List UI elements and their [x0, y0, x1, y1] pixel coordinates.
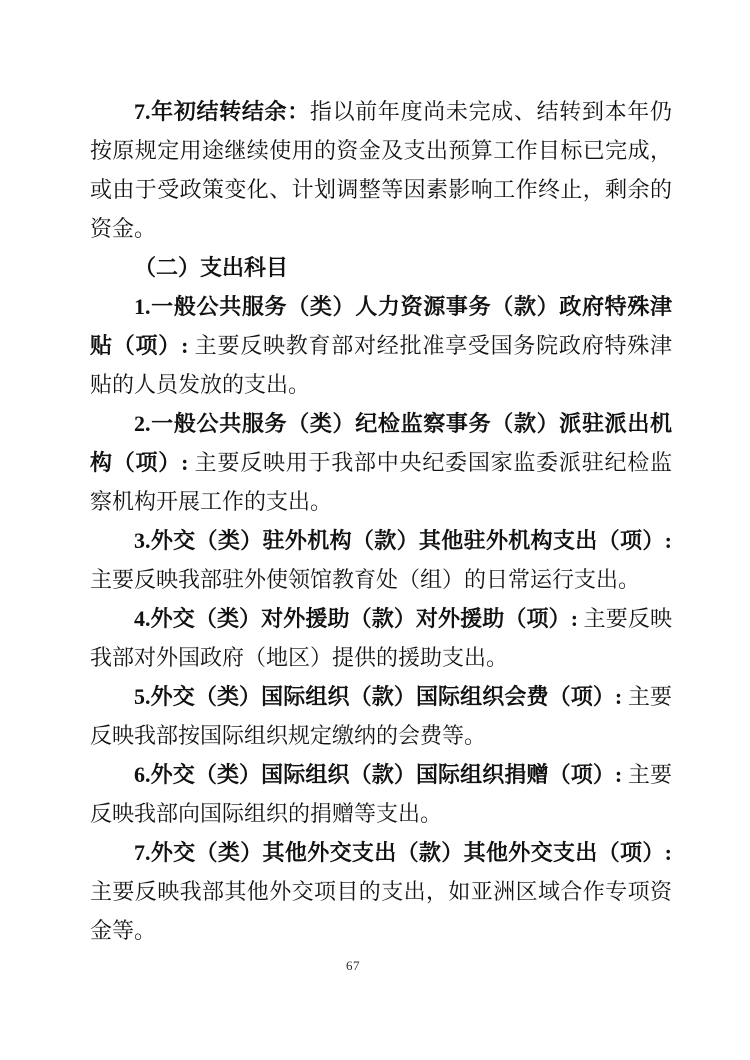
section-heading	[90, 248, 672, 287]
expense-item-body: 主要反映我部对外国政府（地区）提供的援助支出。	[90, 606, 672, 670]
expense-item-body: 主要反映用于我部中央纪委国家监委派驻纪检监察机构开展工作的支出。	[90, 450, 672, 514]
expense-item-body: 主要反映教育部对经批准享受国务院政府特殊津贴的人员发放的支出。	[90, 333, 672, 397]
page-number: 67	[346, 958, 360, 973]
expense-item-1	[90, 287, 672, 404]
expense-item-lead: 7.外交（类）其他外交支出（款）其他外交支出（项）:	[134, 840, 672, 865]
expense-item-body: 主要反映我部向国际组织的捐赠等支出。	[90, 762, 672, 826]
expense-item-lead: 3.外交（类）驻外机构（款）其他驻外机构支出（项）:	[134, 528, 672, 553]
section-heading-text: （二）支出科目	[134, 255, 289, 280]
expense-item-lead: 2.一般公共服务（类）纪检监察事务（款）派驻派出机构（项）:	[90, 411, 672, 475]
expense-item-lead: 4.外交（类）对外援助（款）对外援助（项）:	[134, 606, 579, 631]
expense-item-body: 主要反映我部按国际组织规定缴纳的会费等。	[90, 684, 672, 748]
expense-item-3	[90, 521, 672, 599]
expense-item-5	[90, 677, 672, 755]
paragraph-intro	[90, 92, 672, 248]
paragraph-intro-lead: 7.年初结转结余：	[134, 99, 310, 124]
expense-item-7	[90, 833, 672, 950]
expense-item-body: 主要反映我部驻外使领馆教育处（组）的日常运行支出。	[90, 567, 641, 592]
document-body	[90, 92, 672, 950]
expense-item-lead: 1.一般公共服务（类）人力资源事务（款）政府特殊津贴（项）:	[90, 294, 672, 358]
expense-item-2	[90, 404, 672, 521]
paragraph-intro-body: 指以前年度尚未完成、结转到本年仍按原规定用途继续使用的资金及支出预算工作目标已完成，或由于受政策变化、计划调整等因素影响工作终止，剩余的资金。	[90, 99, 672, 241]
expense-item-lead: 6.外交（类）国际组织（款）国际组织捐赠（项）:	[134, 762, 623, 787]
expense-item-6	[90, 755, 672, 833]
page-footer	[0, 957, 706, 975]
expense-item-body: 主要反映我部其他外交项目的支出，如亚洲区域合作专项资金等。	[90, 879, 672, 943]
expense-item-4	[90, 599, 672, 677]
expense-item-lead: 5.外交（类）国际组织（款）国际组织会费（项）:	[134, 684, 623, 709]
